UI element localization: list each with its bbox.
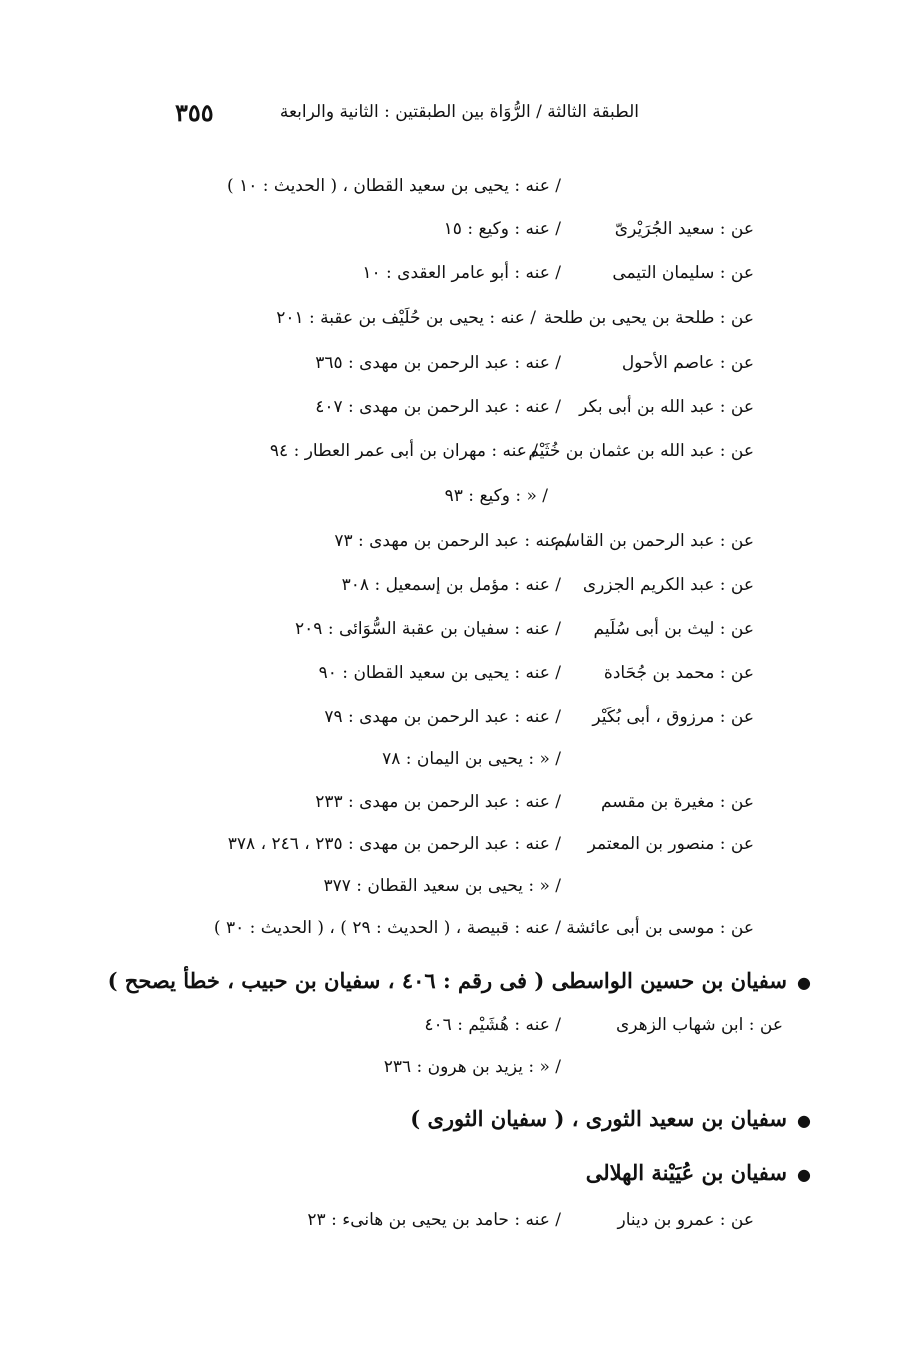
transmitter-line: / عنه : عبد الرحمن بن مهدى : ٧٣ (334, 531, 571, 551)
narrator-line: عن : مغيرة بن مقسم (600, 792, 754, 812)
transmitter-line: / عنه : هُشَيْم : ٤٠٦ (424, 1015, 561, 1035)
bullet-icon: ● (797, 973, 811, 992)
narrator-line: عن : محمد بن جُحَادة (603, 663, 754, 683)
narrator-entry-heading (108, 968, 811, 993)
narrator-line: عن : عبد الرحمن بن القاسم (554, 531, 754, 551)
transmitter-line: / عنه : وكيع : ١٥ (443, 219, 561, 239)
narrator-line: عن : طلحة بن يحيى بن طلحة (543, 308, 754, 328)
transmitter-line: / عنه : سفيان بن عقبة السُّوَائى : ٢٠٩ (295, 619, 561, 639)
narrator-line: عن : ليث بن أبى سُلَيم (593, 619, 754, 639)
narrator-line: عن : عبد الله بن أبى بكر (579, 397, 754, 417)
narrator-line: عن : سعيد الجُرَيْرىّ (614, 219, 754, 239)
transmitter-line: / عنه : مهران بن أبى عمر العطار : ٩٤ (269, 441, 538, 461)
narrator-line: عن : مرزوق ، أبى بُكَيْر (592, 707, 754, 727)
transmitter-line: / عنه : أبو عامر العقدى : ١٠ (362, 263, 561, 283)
transmitter-line: / « : وكيع : ٩٣ (444, 486, 548, 506)
narrator-line: عن : عمرو بن دينار (617, 1210, 754, 1230)
page-number: ٣٥٥ (175, 98, 214, 127)
transmitter-line: / عنه : مؤمل بن إسمعيل : ٣٠٨ (341, 575, 561, 595)
narrator-line: عن : عاصم الأحول (621, 353, 754, 373)
narrator-line: عن : عبد الله بن عثمان بن خُثَيْم (528, 441, 754, 461)
narrator-line: عن : منصور بن المعتمر (587, 834, 754, 854)
transmitter-line: / عنه : يحيى بن سعيد القطان ، ( الحديث : ١٠ ) (227, 176, 561, 196)
running-header: الطبقة الثالثة / الرُّوَاة بين الطبقتين : الثانية والرابعة (279, 102, 639, 122)
transmitter-line: / « : يزيد بن هرون : ٢٣٦ (383, 1057, 561, 1077)
bullet-icon: ● (797, 1165, 811, 1184)
transmitter-line: / عنه : عبد الرحمن بن مهدى : ٤٠٧ (315, 397, 561, 417)
transmitter-line: / « : يحيى بن اليمان : ٧٨ (382, 749, 561, 769)
transmitter-line: / عنه : يحيى بن حُلَيْف بن عقبة : ٢٠١ (276, 308, 536, 328)
narrator-entry-heading (410, 1106, 811, 1131)
narrator-line: عن : سليمان التيمى (612, 263, 754, 283)
narrator-line: عن : موسى بن أبى عائشة (566, 918, 754, 938)
transmitter-line: / « : يحيى بن سعيد القطان : ٣٧٧ (323, 876, 561, 896)
narrator-line: عن : عبد الكريم الجزرى (582, 575, 754, 595)
transmitter-line: / عنه : عبد الرحمن بن مهدى : ٢٣٥ ، ٢٤٦ ، ٣٧٨ (227, 834, 561, 854)
transmitter-line: / عنه : يحيى بن سعيد القطان : ٩٠ (318, 663, 561, 683)
transmitter-line: / عنه : حامد بن يحيى بن هانىء : ٢٣ (307, 1210, 561, 1230)
transmitter-line: / عنه : عبد الرحمن بن مهدى : ٣٦٥ (315, 353, 561, 373)
bullet-icon: ● (797, 1111, 811, 1130)
transmitter-line: / عنه : عبد الرحمن بن مهدى : ٧٩ (324, 707, 561, 727)
transmitter-line: / عنه : قبيصة ، ( الحديث : ٢٩ ) ، ( الحديث : ٣٠ ) (213, 918, 561, 938)
entry-title: سفيان بن سعيد الثورى ، ( سفيان الثورى ) (410, 1106, 788, 1131)
transmitter-line: / عنه : عبد الرحمن بن مهدى : ٢٣٣ (315, 792, 561, 812)
narrator-line: عن : ابن شهاب الزهرى (615, 1015, 783, 1035)
narrator-entry-heading (586, 1160, 811, 1185)
entry-title: سفيان بن حسين الواسطى ( فى رقم : ٤٠٦ ، سفيان بن حبيب ، خطأ يصحح ) (107, 968, 788, 993)
entry-title: سفيان بن عُيَيْنة الهلالى (585, 1160, 788, 1185)
